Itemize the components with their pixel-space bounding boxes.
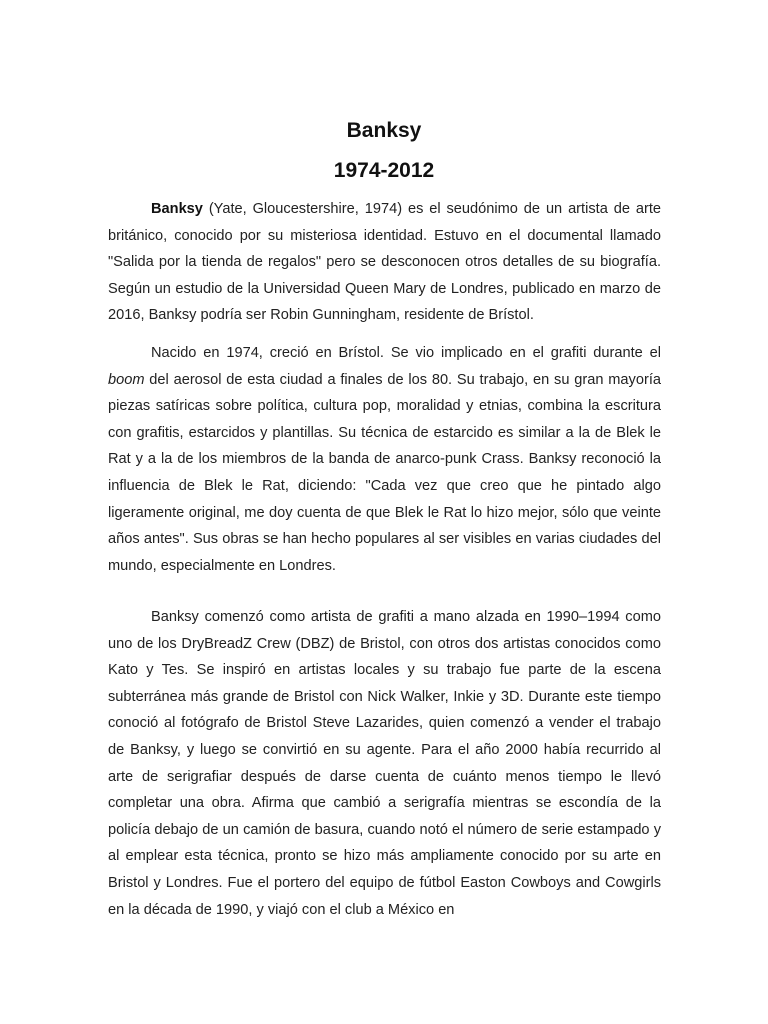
paragraph-early-life [108, 340, 661, 579]
paragraph-lead-bold: Banksy [151, 201, 203, 217]
paragraph-text: Banksy comenzó como artista de grafiti a mano alzada en 1990–1994 como uno de los DryBreadZ Crew (DBZ) de Bristol, con otros dos artistas conocidos como Kato y Tes. Se inspiró en artistas locales y su trabajo fue parte de la escena subterránea más grande de Bristol con Nick Walker, Inkie y 3D. Durante este tiempo conoció al fotógrafo de Bristol Steve Lazarides, quien comenzó a vender el trabajo de Banksy, y luego se convirtió en su agente. Para el año 2000 había recurrido al arte de serigrafiar después de darse cuenta de cuánto menos tiempo le llevó completar una obra. Afirma que cambió a serigrafía mientras se escondía de la policía debajo de un camión de basura, cuando notó el número de serie estampado y al emplear esta técnica, pronto se hizo más ampliamente conocido por su arte en Bristol y Londres. Fue el portero del equipo de fútbol Easton Cowboys and Cowgirls en la década de 1990, y viajó con el club a México en [108, 609, 661, 918]
paragraph-emphasis: boom [108, 371, 145, 388]
document-subtitle: 1974-2012 [333, 159, 435, 182]
paragraph-intro [108, 196, 661, 329]
paragraph-text-before-emphasis: Nacido en 1974, creció en Brístol. Se vio implicado en el grafiti durante el [151, 345, 661, 361]
document-title: Banksy [346, 119, 422, 142]
paragraph-text: (Yate, Gloucestershire, 1974) es el seudónimo de un artista de arte británico, conocido por su misteriosa identidad. Estuvo en el documental llamado "Salida por la tienda de regalos" pero se desconocen otros detalles de su biografía. Según un estudio de la Universidad Queen Mary de Londres, publicado en marzo de 2016, Banksy podría ser Robin Gunningham, residente de Brístol. [108, 201, 661, 324]
paragraph-text-after-emphasis: del aerosol de esta ciudad a finales de los 80. Su trabajo, en su gran mayoría piezas satíricas sobre política, cultura pop, moralidad y etnias, combina la escritura con grafitis, estarcidos y plantillas. Su técnica de estarcido es similar a la de Blek le Rat y a la de los miembros de la banda de anarco-punk Crass. Banksy reconoció la influencia de Blek le Rat, diciendo: "Cada vez que creo que he pintado algo ligeramente original, me doy cuenta de que Blek le Rat lo hizo mejor, sólo que veinte años antes". Sus obras se han hecho populares al ser visibles en varias ciudades del mundo, especialmente en Londres. [108, 371, 661, 574]
paragraph-career [108, 604, 661, 923]
